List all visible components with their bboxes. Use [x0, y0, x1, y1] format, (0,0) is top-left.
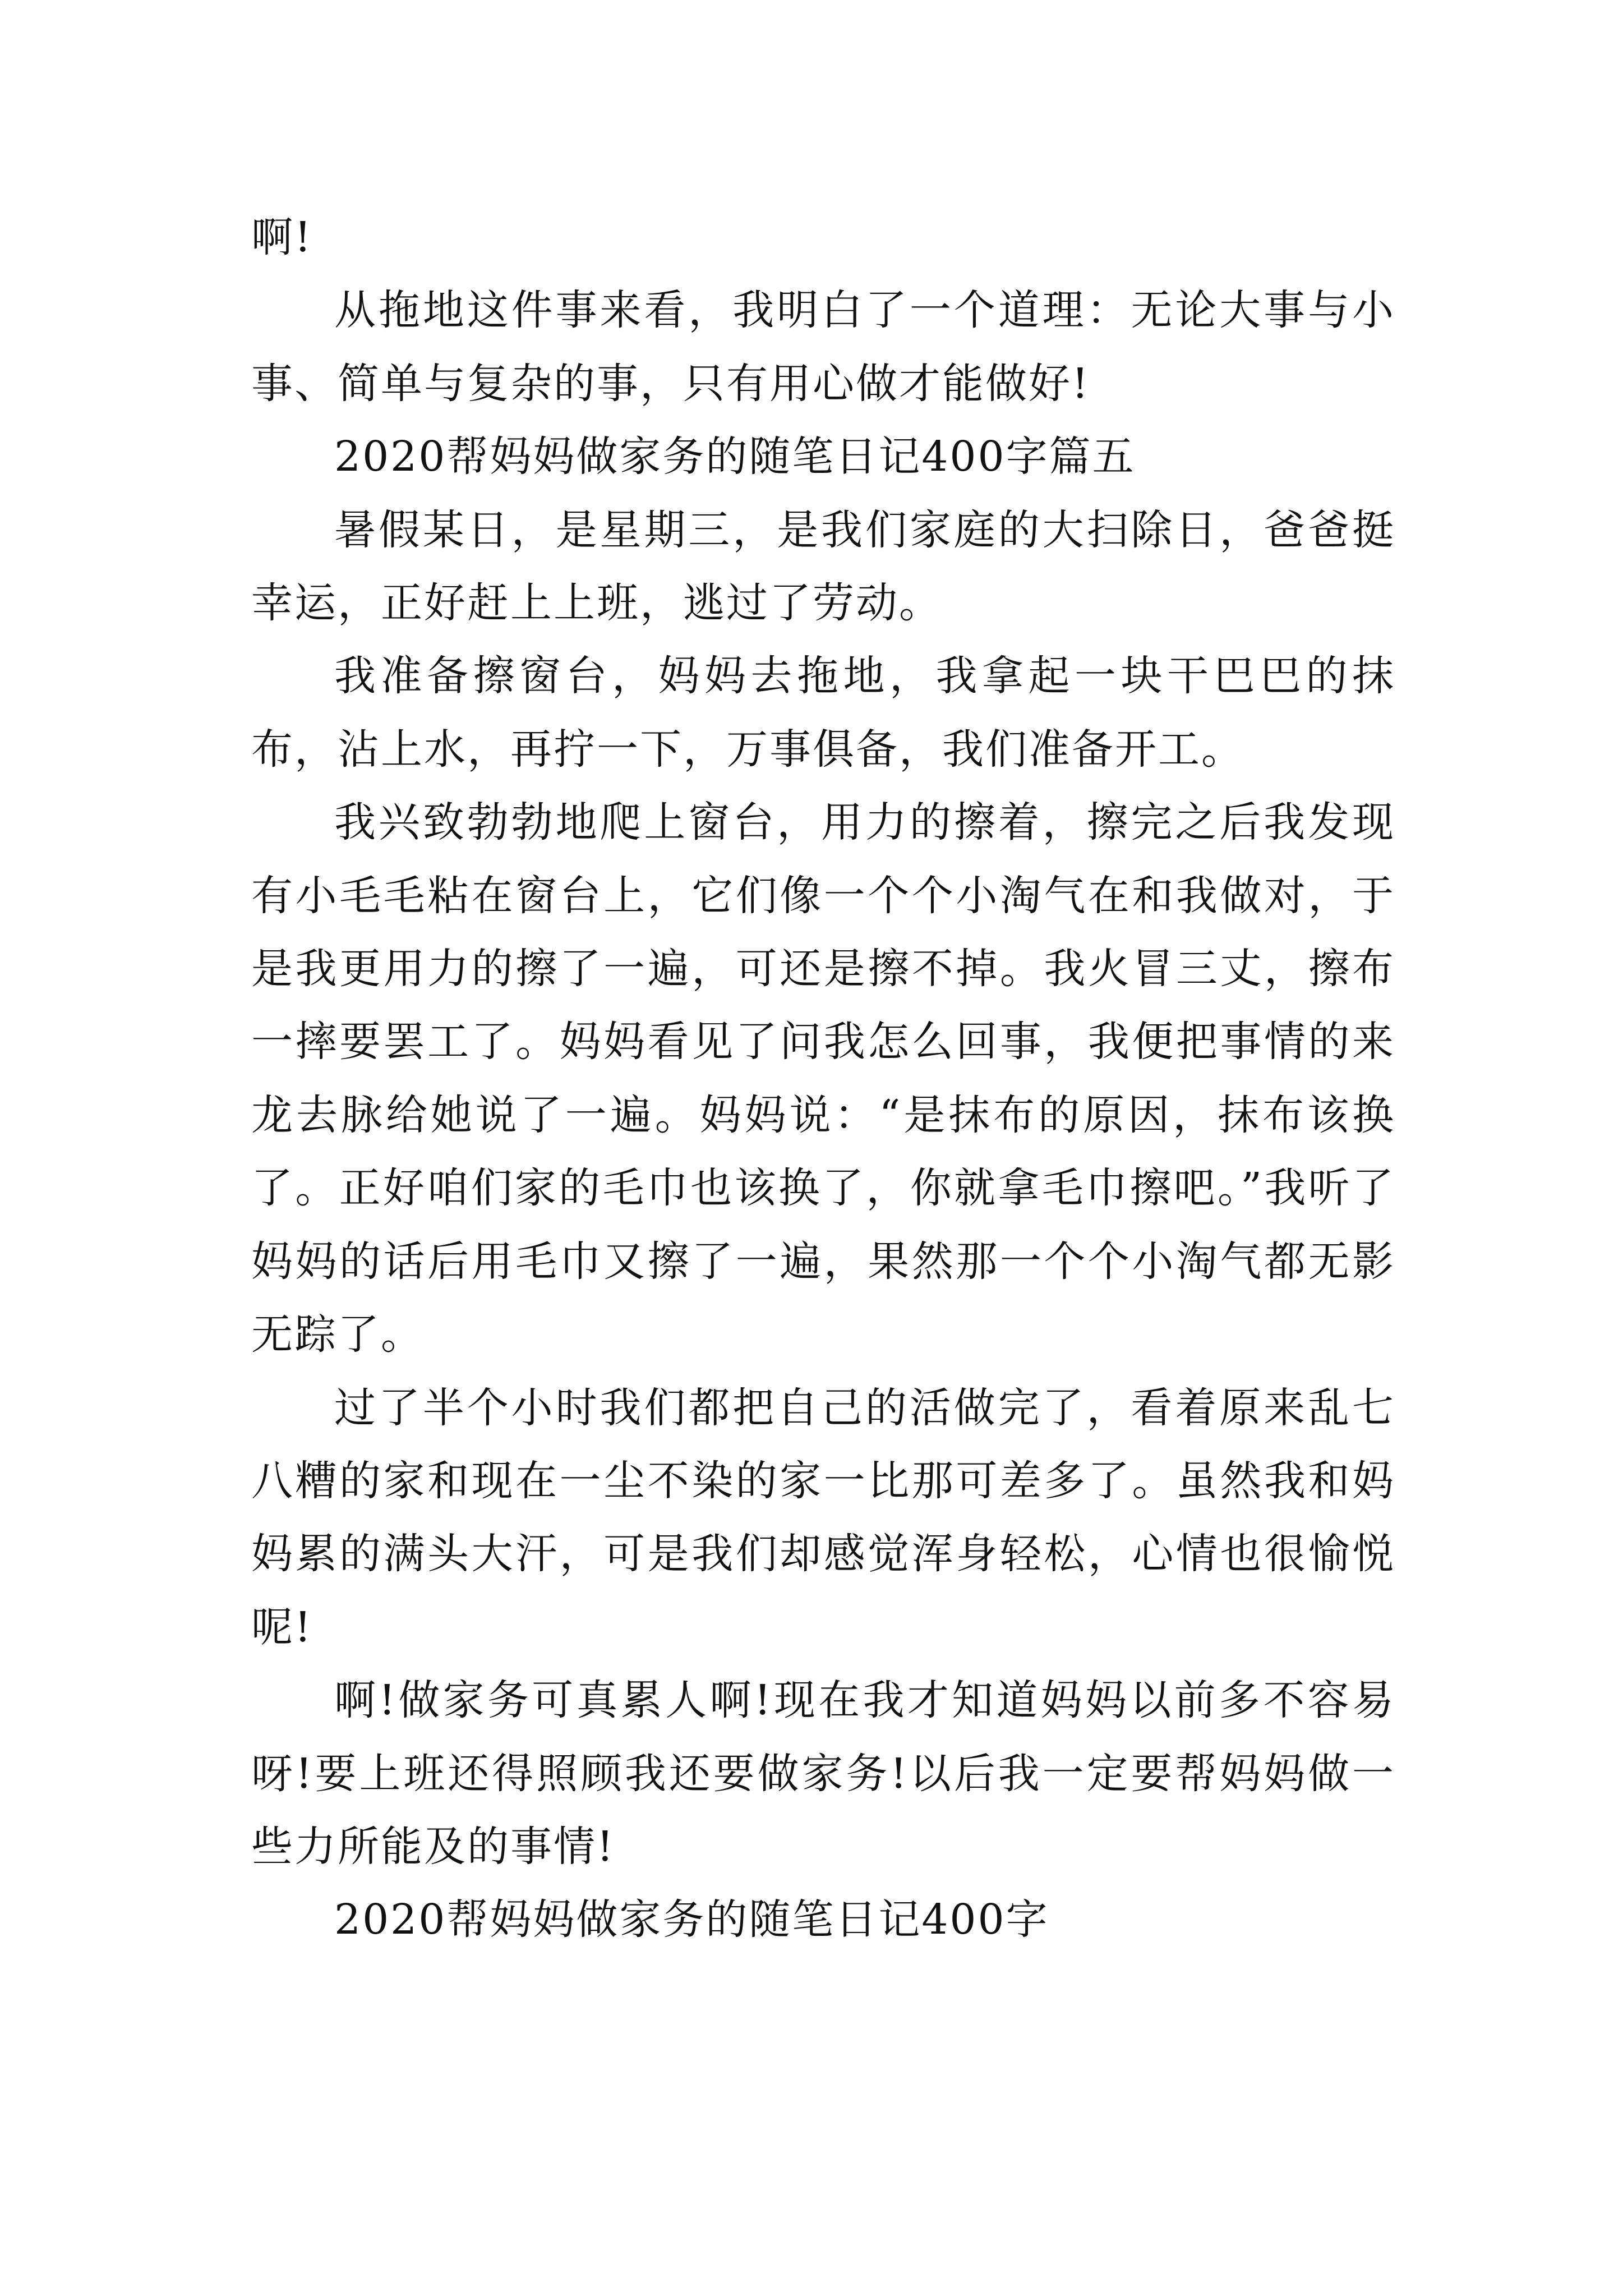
section-heading: 2020帮妈妈做家务的随笔日记400字	[334, 1895, 1049, 1944]
paragraph: 过了半个小时我们都把自己的活做完了，看着原来乱七八糟的家和现在一尘不染的家一比那可差多了。虽然我和妈妈累的满头大汗，可是我们却感觉浑身轻松，心情也很愉悦呢!	[251, 1383, 1395, 1651]
paragraph-continuation: 啊!	[251, 213, 313, 261]
paragraph: 暑假某日，是星期三，是我们家庭的大扫除日，爸爸挺幸运，正好赶上上班，逃过了劳动。	[251, 505, 1395, 628]
text-column	[251, 201, 1395, 1957]
paragraph: 我准备擦窗台，妈妈去拖地，我拿起一块干巴巴的抹布，沾上水，再拧一下，万事俱备，我们准备开工。	[251, 652, 1395, 774]
section-heading: 2020帮妈妈做家务的随笔日记400字篇五	[334, 432, 1136, 481]
paragraph: 啊!做家务可真累人啊!现在我才知道妈妈以前多不容易呀!要上班还得照顾我还要做家务!以后我一定要帮妈妈做一些力所能及的事情!	[251, 1676, 1395, 1871]
paragraph: 从拖地这件事来看，我明白了一个道理：无论大事与小事、简单与复杂的事，只有用心做才能做好!	[251, 286, 1395, 408]
paragraph: 我兴致勃勃地爬上窗台，用力的擦着，擦完之后我发现有小毛毛粘在窗台上，它们像一个个小淘气在和我做对，于是我更用力的擦了一遍，可还是擦不掉。我火冒三丈，擦布一摔要罢工了。妈妈看见了问我怎么回事，我便把事情的来龙去脉给她说了一遍。妈妈说：“是抹布的原因，抹布该换了。正好咱们家的毛巾也该换了，你就拿毛巾擦吧。”我听了妈妈的话后用毛巾又擦了一遍，果然那一个个小淘气都无影无踪了。	[251, 798, 1395, 1359]
